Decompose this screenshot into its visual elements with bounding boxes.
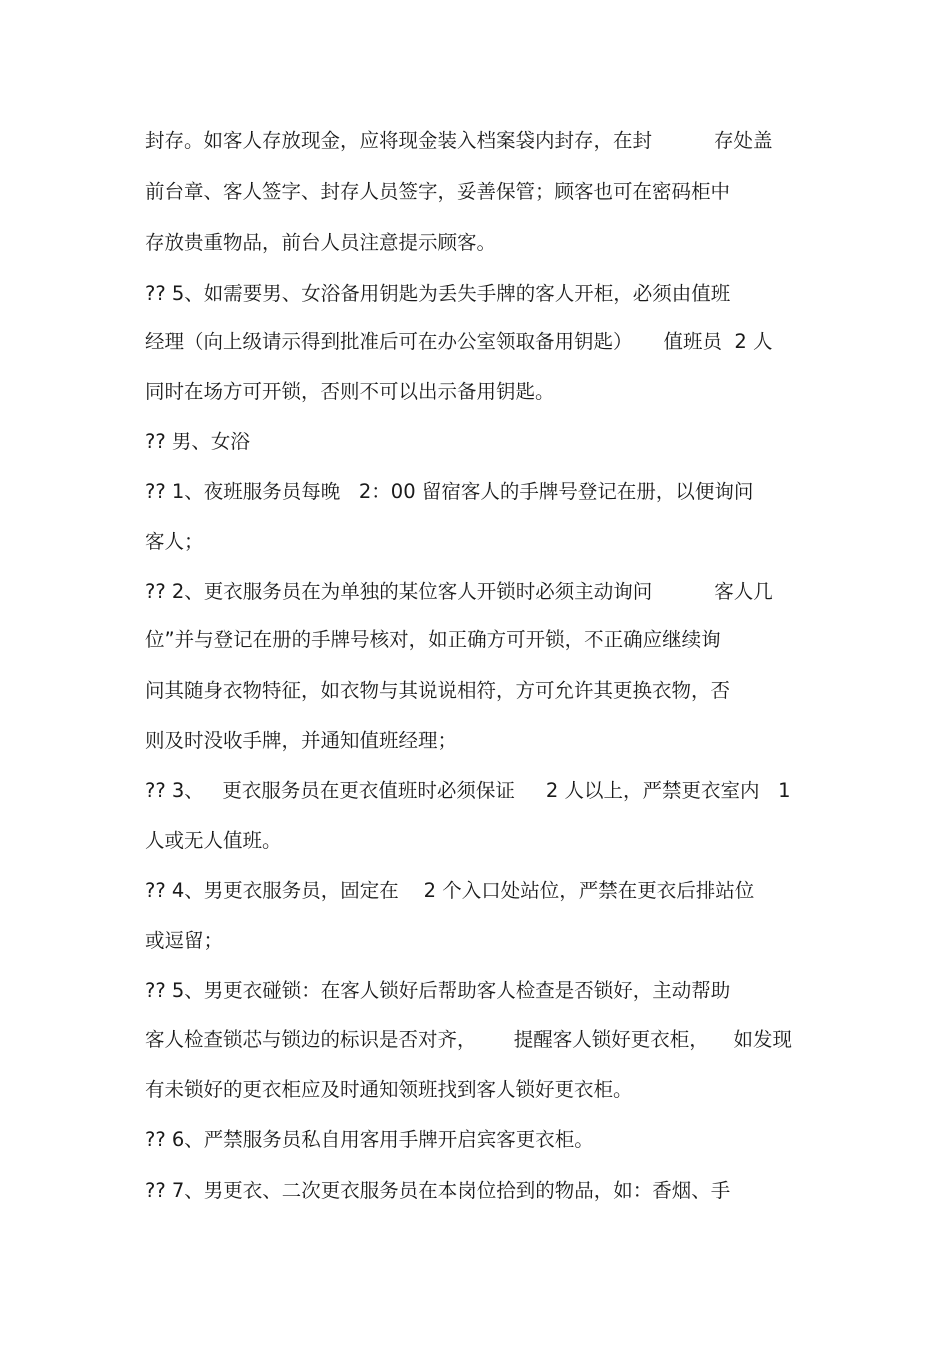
text-line-12: 问其随身衣物特征，如衣物与其说说相符，方可允许其更换衣物，否 [145, 679, 731, 702]
text-line-16: ?? 4、男更衣服务员，固定在 2 个入口处站位，严禁在更衣后排站位 [145, 879, 755, 902]
text-line-4: ?? 5、如需要男、女浴备用钥匙为丢失手牌的客人开柜，必须由值班 [145, 282, 731, 305]
text-line-3: 存放贵重物品，前台人员注意提示顾客。 [145, 231, 497, 254]
text-line-17: 或逗留； [145, 929, 224, 952]
text-line-5: 经理（向上级请示得到批准后可在办公室领取备用钥匙） 值班员 2 人 [145, 330, 773, 353]
text-line-15: 人或无人值班。 [145, 829, 282, 852]
text-line-1: 封存。如客人存放现金，应将现金装入档案袋内封存，在封 存处盖 [145, 129, 773, 152]
text-line-9: 客人； [145, 530, 204, 553]
text-line-11: 位”并与登记在册的手牌号核对，如正确方可开锁，不正确应继续询 [145, 628, 721, 651]
text-line-13: 则及时没收手牌，并通知值班经理； [145, 729, 458, 752]
text-line-22: ?? 7、男更衣、二次更衣服务员在本岗位拾到的物品，如：香烟、手 [145, 1179, 731, 1202]
text-line-21: ?? 6、严禁服务员私自用客用手牌开启宾客更衣柜。 [145, 1128, 594, 1151]
text-line-18: ?? 5、男更衣碰锁：在客人锁好后帮助客人检查是否锁好，主动帮助 [145, 979, 731, 1002]
text-line-10: ?? 2、更衣服务员在为单独的某位客人开锁时必须主动询问 客人几 [145, 580, 773, 603]
text-line-19: 客人检查锁芯与锁边的标识是否对齐， 提醒客人锁好更衣柜， 如发现 [145, 1028, 792, 1051]
text-line-6: 同时在场方可开锁，否则不可以出示备用钥匙。 [145, 380, 555, 403]
text-line-7: ?? 男、女浴 [145, 430, 250, 453]
text-line-8: ?? 1、夜班服务员每晚 2：00 留宿客人的手牌号登记在册，以便询问 [145, 480, 754, 503]
text-line-14: ?? 3、 更衣服务员在更衣值班时必须保证 2 人以上，严禁更衣室内 1 [145, 779, 791, 802]
text-line-20: 有未锁好的更衣柜应及时通知领班找到客人锁好更衣柜。 [145, 1078, 633, 1101]
text-line-2: 前台章、客人签字、封存人员签字，妥善保管；顾客也可在密码柜中 [145, 180, 731, 203]
